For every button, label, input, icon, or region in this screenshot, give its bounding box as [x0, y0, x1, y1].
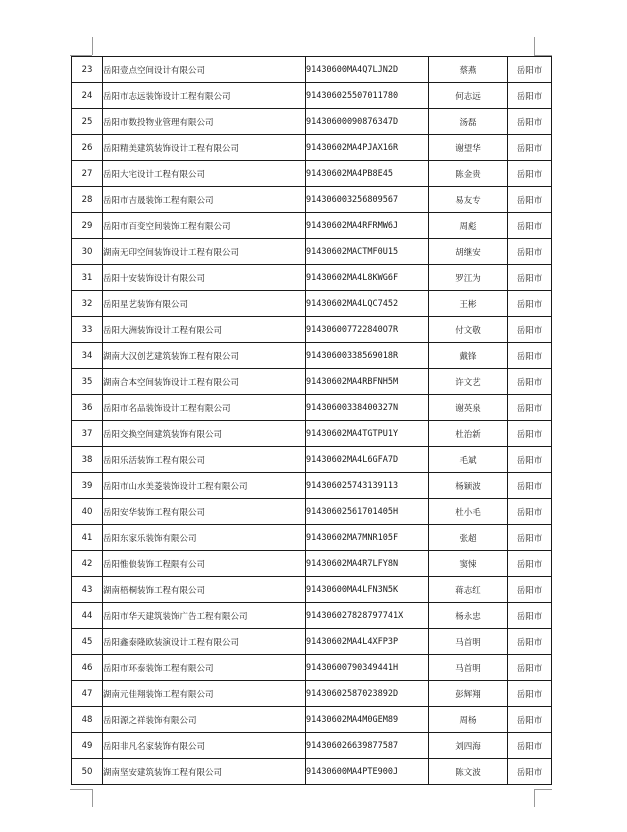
credit-code: 91430600MA4Q7LJN2D — [306, 57, 429, 83]
company-name: 湖南合本空间装饰设计工程有限公司 — [103, 369, 306, 395]
legal-representative: 谢英泉 — [429, 395, 508, 421]
row-number: 42 — [72, 551, 103, 577]
credit-code: 91430600338400327N — [306, 395, 429, 421]
row-number: 33 — [72, 317, 103, 343]
table-row — [72, 57, 552, 83]
credit-code: 91430602MA4TGTPU1Y — [306, 421, 429, 447]
credit-code: 91430600MA4PTE900J — [306, 759, 429, 785]
credit-code: 91430600790349441H — [306, 655, 429, 681]
row-number: 23 — [72, 57, 103, 83]
credit-code: 91430602MA4M0GEM89 — [306, 707, 429, 733]
row-number: 28 — [72, 187, 103, 213]
legal-representative: 周杨 — [429, 707, 508, 733]
table-row — [72, 421, 552, 447]
legal-representative: 蔡燕 — [429, 57, 508, 83]
legal-representative: 付文敬 — [429, 317, 508, 343]
table-row — [72, 343, 552, 369]
crop-mark-top-left — [92, 37, 93, 55]
region: 岳阳市 — [508, 369, 552, 395]
company-name: 岳阳市环泰装饰工程有限公司 — [103, 655, 306, 681]
crop-mark-top-right — [534, 37, 535, 55]
region: 岳阳市 — [508, 395, 552, 421]
region: 岳阳市 — [508, 707, 552, 733]
company-name: 岳阳源之祥装饰有限公司 — [103, 707, 306, 733]
company-name: 湖南大汉创艺建筑装饰工程有限公司 — [103, 343, 306, 369]
region: 岳阳市 — [508, 161, 552, 187]
legal-representative: 陈金贵 — [429, 161, 508, 187]
legal-representative: 戴锋 — [429, 343, 508, 369]
legal-representative: 蒋志红 — [429, 577, 508, 603]
legal-representative: 谢望华 — [429, 135, 508, 161]
table-row — [72, 629, 552, 655]
company-name: 岳阳鑫泰隆欧装演设计工程有限公司 — [103, 629, 306, 655]
region: 岳阳市 — [508, 109, 552, 135]
legal-representative: 彭辉翔 — [429, 681, 508, 707]
row-number: 29 — [72, 213, 103, 239]
company-name: 岳阳市名品装饰设计工程有限公司 — [103, 395, 306, 421]
region: 岳阳市 — [508, 603, 552, 629]
credit-code: 91430600090876347D — [306, 109, 429, 135]
company-name: 岳阳市百变空间装饰工程有限公司 — [103, 213, 306, 239]
row-number: 35 — [72, 369, 103, 395]
region: 岳阳市 — [508, 473, 552, 499]
region: 岳阳市 — [508, 187, 552, 213]
company-name: 岳阳大洲装饰设计工程有限公司 — [103, 317, 306, 343]
region: 岳阳市 — [508, 629, 552, 655]
company-name: 岳阳非凡名家装饰有限公司 — [103, 733, 306, 759]
legal-representative: 杨永忠 — [429, 603, 508, 629]
table-row — [72, 551, 552, 577]
company-name: 岳阳大宅设计工程有限公司 — [103, 161, 306, 187]
region: 岳阳市 — [508, 239, 552, 265]
table-row — [72, 525, 552, 551]
company-name: 岳阳十安装饰设计有限公司 — [103, 265, 306, 291]
region: 岳阳市 — [508, 317, 552, 343]
legal-representative: 杜治新 — [429, 421, 508, 447]
legal-representative: 何志远 — [429, 83, 508, 109]
credit-code: 91430600338569018R — [306, 343, 429, 369]
table-row — [72, 291, 552, 317]
row-number: 39 — [72, 473, 103, 499]
table-row — [72, 161, 552, 187]
table-row — [72, 83, 552, 109]
table-row — [72, 707, 552, 733]
legal-representative: 汤磊 — [429, 109, 508, 135]
legal-representative: 胡继安 — [429, 239, 508, 265]
table-row — [72, 603, 552, 629]
credit-code: 91430602574313911З — [306, 473, 429, 499]
legal-representative: 马首明 — [429, 655, 508, 681]
credit-code: 91430602MA4PB8E45 — [306, 161, 429, 187]
legal-representative: 陈文波 — [429, 759, 508, 785]
row-number: 37 — [72, 421, 103, 447]
table-row — [72, 109, 552, 135]
company-name: 湖南无印空间装饰设计工程有限公司 — [103, 239, 306, 265]
row-number: 38 — [72, 447, 103, 473]
row-number: 26 — [72, 135, 103, 161]
company-name: 岳阳交换空间建筑装饰有限公司 — [103, 421, 306, 447]
credit-code: 91430602561701405H — [306, 499, 429, 525]
region: 岳阳市 — [508, 525, 552, 551]
region: 岳阳市 — [508, 291, 552, 317]
region: 岳阳市 — [508, 759, 552, 785]
company-name: 岳阳市华天建筑装饰广告工程有限公司 — [103, 603, 306, 629]
company-name: 岳阳市志远装饰设计工程有限公司 — [103, 83, 306, 109]
credit-code: 91430602MA4RBFNH5M — [306, 369, 429, 395]
company-name: 岳阳星艺装饰有限公司 — [103, 291, 306, 317]
credit-code: 91430602MA4L8KWG6F — [306, 265, 429, 291]
row-number: 47 — [72, 681, 103, 707]
legal-representative: 刘四海 — [429, 733, 508, 759]
region: 岳阳市 — [508, 343, 552, 369]
table-row — [72, 759, 552, 785]
region: 岳阳市 — [508, 551, 552, 577]
credit-code: 91430602MA4L6GFA7D — [306, 447, 429, 473]
company-name: 岳阳乐活装饰工程有限公司 — [103, 447, 306, 473]
table-row — [72, 369, 552, 395]
legal-representative: 许文艺 — [429, 369, 508, 395]
row-number: 40 — [72, 499, 103, 525]
credit-code: 914306025507011780 — [306, 83, 429, 109]
row-number: 41 — [72, 525, 103, 551]
row-number: 32 — [72, 291, 103, 317]
company-name: 岳阳市数投物业管理有限公司 — [103, 109, 306, 135]
table-row — [72, 447, 552, 473]
credit-code: 91430602587023892D — [306, 681, 429, 707]
table-row — [72, 577, 552, 603]
credit-code: 914306027828797741X — [306, 603, 429, 629]
region: 岳阳市 — [508, 57, 552, 83]
company-name: 湖南坚安建筑装饰工程有限公司 — [103, 759, 306, 785]
crop-mark-bottom-left — [70, 789, 92, 790]
region: 岳阳市 — [508, 265, 552, 291]
legal-representative: 王彬 — [429, 291, 508, 317]
table-row — [72, 265, 552, 291]
table-row — [72, 395, 552, 421]
company-name: 岳阳壹点空间设计有限公司 — [103, 57, 306, 83]
region: 岳阳市 — [508, 213, 552, 239]
row-number: 49 — [72, 733, 103, 759]
credit-code: 91430600MA4LFN3N5K — [306, 577, 429, 603]
credit-code: 91430602MA4LQC7452 — [306, 291, 429, 317]
row-number: 44 — [72, 603, 103, 629]
company-name: 岳阳精美建筑装饰设计工程有限公司 — [103, 135, 306, 161]
legal-representative: 杨颖波 — [429, 473, 508, 499]
crop-mark-bottom-right — [534, 789, 535, 807]
table-row — [72, 213, 552, 239]
region: 岳阳市 — [508, 577, 552, 603]
row-number: 30 — [72, 239, 103, 265]
company-name: 岳阳东家乐装饰有限公司 — [103, 525, 306, 551]
legal-representative: 张超 — [429, 525, 508, 551]
company-name: 岳阳安华装饰工程有限公司 — [103, 499, 306, 525]
row-number: 31 — [72, 265, 103, 291]
region: 岳阳市 — [508, 135, 552, 161]
row-number: 25 — [72, 109, 103, 135]
company-registry-table — [71, 56, 552, 785]
table-row — [72, 655, 552, 681]
table-row — [72, 239, 552, 265]
crop-mark-bottom-right — [534, 789, 552, 790]
row-number: 24 — [72, 83, 103, 109]
company-name: 湖南元佳翔装饰工程有限公司 — [103, 681, 306, 707]
row-number: 34 — [72, 343, 103, 369]
credit-code: 91430602MA4PJAX16R — [306, 135, 429, 161]
credit-code: 91430602MA4L4XFP3P — [306, 629, 429, 655]
row-number: 48 — [72, 707, 103, 733]
region: 岳阳市 — [508, 681, 552, 707]
company-name: 岳阳市吉晟装饰工程有限公司 — [103, 187, 306, 213]
region: 岳阳市 — [508, 655, 552, 681]
table-row — [72, 473, 552, 499]
row-number: 50 — [72, 759, 103, 785]
table-row — [72, 317, 552, 343]
row-number: 45 — [72, 629, 103, 655]
region: 岳阳市 — [508, 447, 552, 473]
legal-representative: 周彪 — [429, 213, 508, 239]
row-number: 36 — [72, 395, 103, 421]
credit-code: 91430602MA4RFRMW6J — [306, 213, 429, 239]
row-number: 27 — [72, 161, 103, 187]
table-row — [72, 733, 552, 759]
table-row — [72, 135, 552, 161]
table-row — [72, 499, 552, 525]
region: 岳阳市 — [508, 83, 552, 109]
credit-code: 914306007722840O7R — [306, 317, 429, 343]
legal-representative: 杜小毛 — [429, 499, 508, 525]
table-row — [72, 187, 552, 213]
company-name: 岳阳惟俍装饰工程限有公司 — [103, 551, 306, 577]
credit-code: 91430602MACTMF0U15 — [306, 239, 429, 265]
company-name: 湖南梧桐装饰工程有限公司 — [103, 577, 306, 603]
region: 岳阳市 — [508, 421, 552, 447]
legal-representative: 马首明 — [429, 629, 508, 655]
credit-code: 914306026639877587 — [306, 733, 429, 759]
legal-representative: 窦悚 — [429, 551, 508, 577]
row-number: 46 — [72, 655, 103, 681]
legal-representative: 易友专 — [429, 187, 508, 213]
credit-code: 91430602MA4R7LFY8N — [306, 551, 429, 577]
crop-mark-bottom-left — [92, 789, 93, 807]
region: 岳阳市 — [508, 499, 552, 525]
legal-representative: 毛斌 — [429, 447, 508, 473]
credit-code: 91430602MA7MNR105F — [306, 525, 429, 551]
table-row — [72, 681, 552, 707]
credit-code: 914306003256809567 — [306, 187, 429, 213]
registry-table-body — [72, 57, 552, 785]
legal-representative: 罗江为 — [429, 265, 508, 291]
row-number: 43 — [72, 577, 103, 603]
region: 岳阳市 — [508, 733, 552, 759]
company-name: 岳阳市山水美菱装饰设计工程有限公司 — [103, 473, 306, 499]
